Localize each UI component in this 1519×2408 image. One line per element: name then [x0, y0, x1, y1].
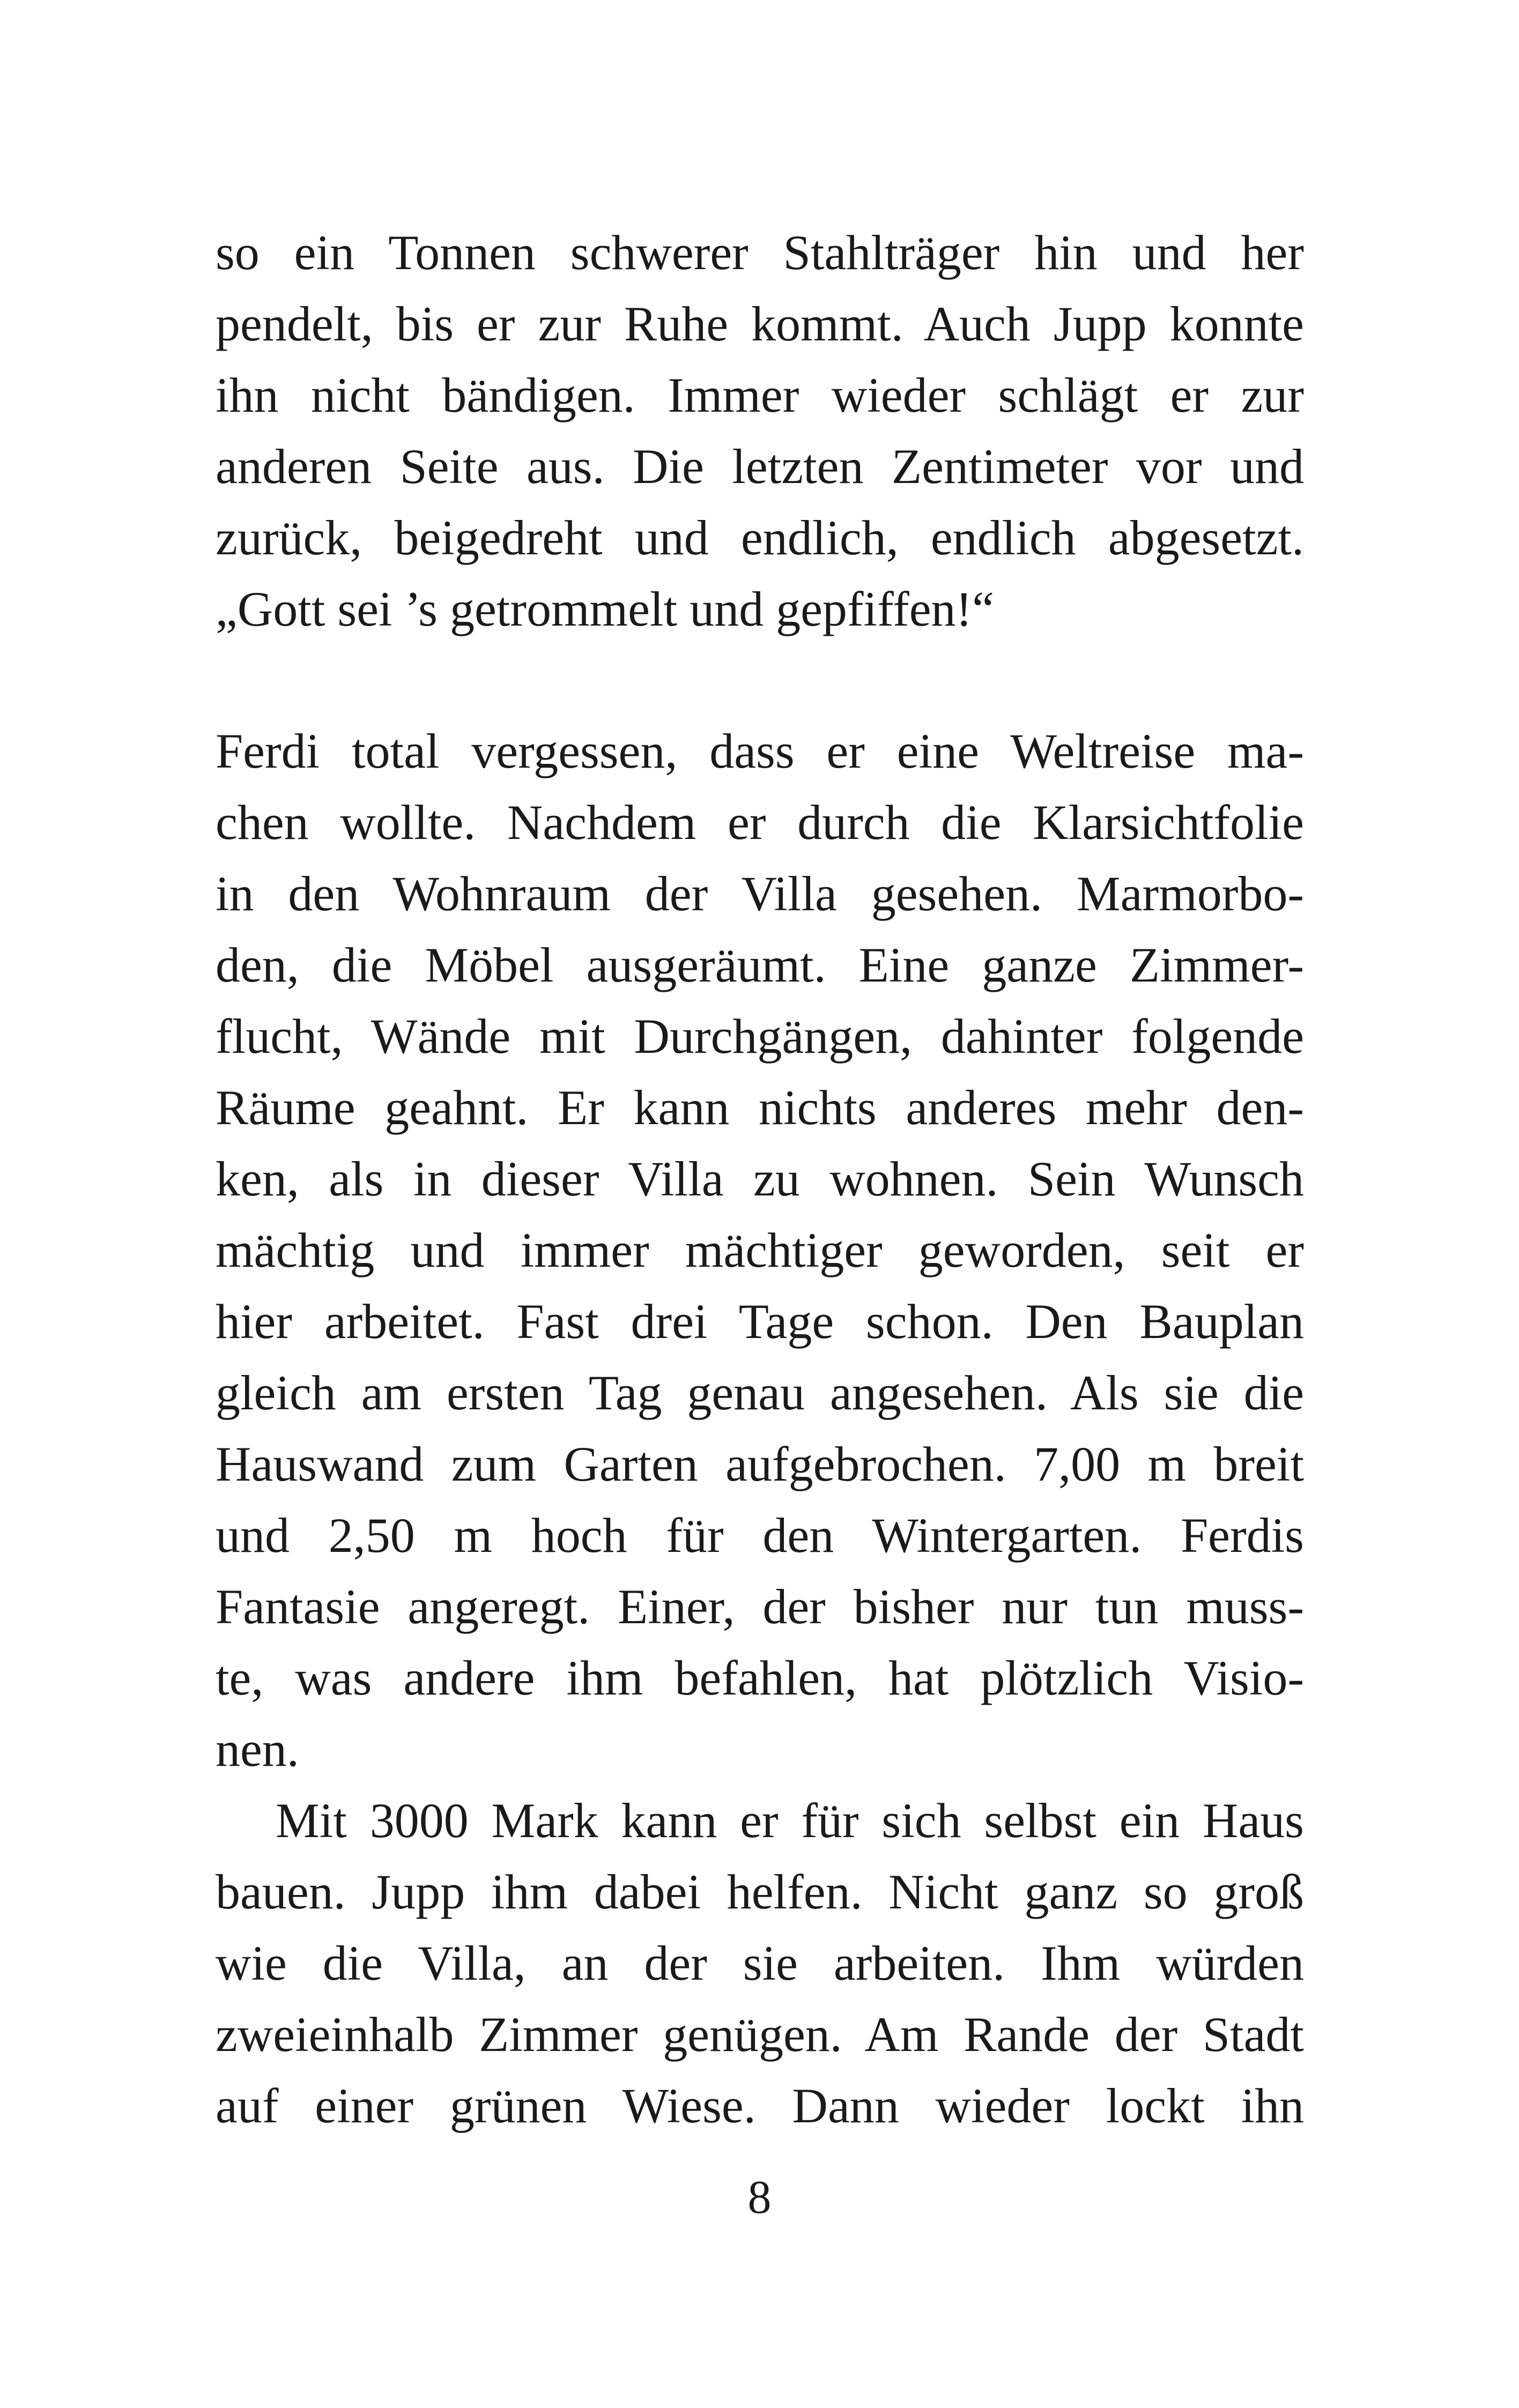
text-line: in den Wohnraum der Villa gesehen. Marmorbo- — [216, 866, 1304, 921]
text-line: so ein Tonnen schwerer Stahlträger hin und her — [216, 225, 1304, 280]
text-line: wie die Villa, an der sie arbeiten. Ihm würden — [216, 1936, 1304, 1990]
body-text — [216, 217, 1304, 2142]
text-line: te, was andere ihm befahlen, hat plötzlich Visio- — [216, 1651, 1304, 1705]
text-line: Ferdi total vergessen, dass er eine Weltreise ma- — [216, 724, 1304, 778]
text-line: flucht, Wände mit Durchgängen, dahinter folgende — [216, 1009, 1304, 1064]
text-line: Fantasie angeregt. Einer, der bisher nur tun muss- — [216, 1579, 1304, 1634]
paragraph-3 — [216, 1785, 1304, 2142]
text-line: mächtig und immer mächtiger geworden, seit er — [216, 1223, 1304, 1277]
page-number: 8 — [747, 2172, 772, 2224]
text-line: und 2,50 m hoch für den Wintergarten. Ferdis — [216, 1508, 1304, 1563]
text-line: hier arbeitet. Fast drei Tage schon. Den Bauplan — [216, 1294, 1304, 1349]
text-line: gleich am ersten Tag genau angesehen. Als sie die — [216, 1365, 1304, 1420]
text-line: nen. — [216, 1722, 299, 1777]
text-line: Räume geahnt. Er kann nichts anderes mehr den- — [216, 1080, 1304, 1135]
text-line: auf einer grünen Wiese. Dann wieder lockt ihn — [216, 2078, 1304, 2133]
text-line: anderen Seite aus. Die letzten Zentimeter vor und — [216, 439, 1304, 494]
text-line: Hauswand zum Garten aufgebrochen. 7,00 m breit — [216, 1437, 1304, 1491]
text-line: zurück, beigedreht und endlich, endlich abgesetzt. — [216, 510, 1304, 565]
text-line: ken, als in dieser Villa zu wohnen. Sein Wunsch — [216, 1151, 1304, 1206]
paragraph-gap — [216, 645, 1304, 716]
text-line: Mit 3000 Mark kann er für sich selbst ein Haus — [276, 1793, 1304, 1848]
text-line: zweieinhalb Zimmer genügen. Am Rande der Stadt — [216, 2007, 1304, 2062]
paragraph-1 — [216, 217, 1304, 645]
text-line: ihn nicht bändigen. Immer wieder schlägt er zur — [216, 368, 1304, 422]
text-line: pendelt, bis er zur Ruhe kommt. Auch Jupp konnte — [216, 296, 1304, 351]
text-line: chen wollte. Nachdem er durch die Klarsichtfolie — [216, 795, 1304, 850]
text-line: den, die Möbel ausgeräumt. Eine ganze Zimmer- — [216, 938, 1304, 992]
text-line: „Gott sei ’s getrommelt und gepfiffen!“ — [216, 582, 995, 636]
paragraph-2 — [216, 716, 1304, 1785]
text-line: bauen. Jupp ihm dabei helfen. Nicht ganz so groß — [216, 1864, 1304, 1919]
